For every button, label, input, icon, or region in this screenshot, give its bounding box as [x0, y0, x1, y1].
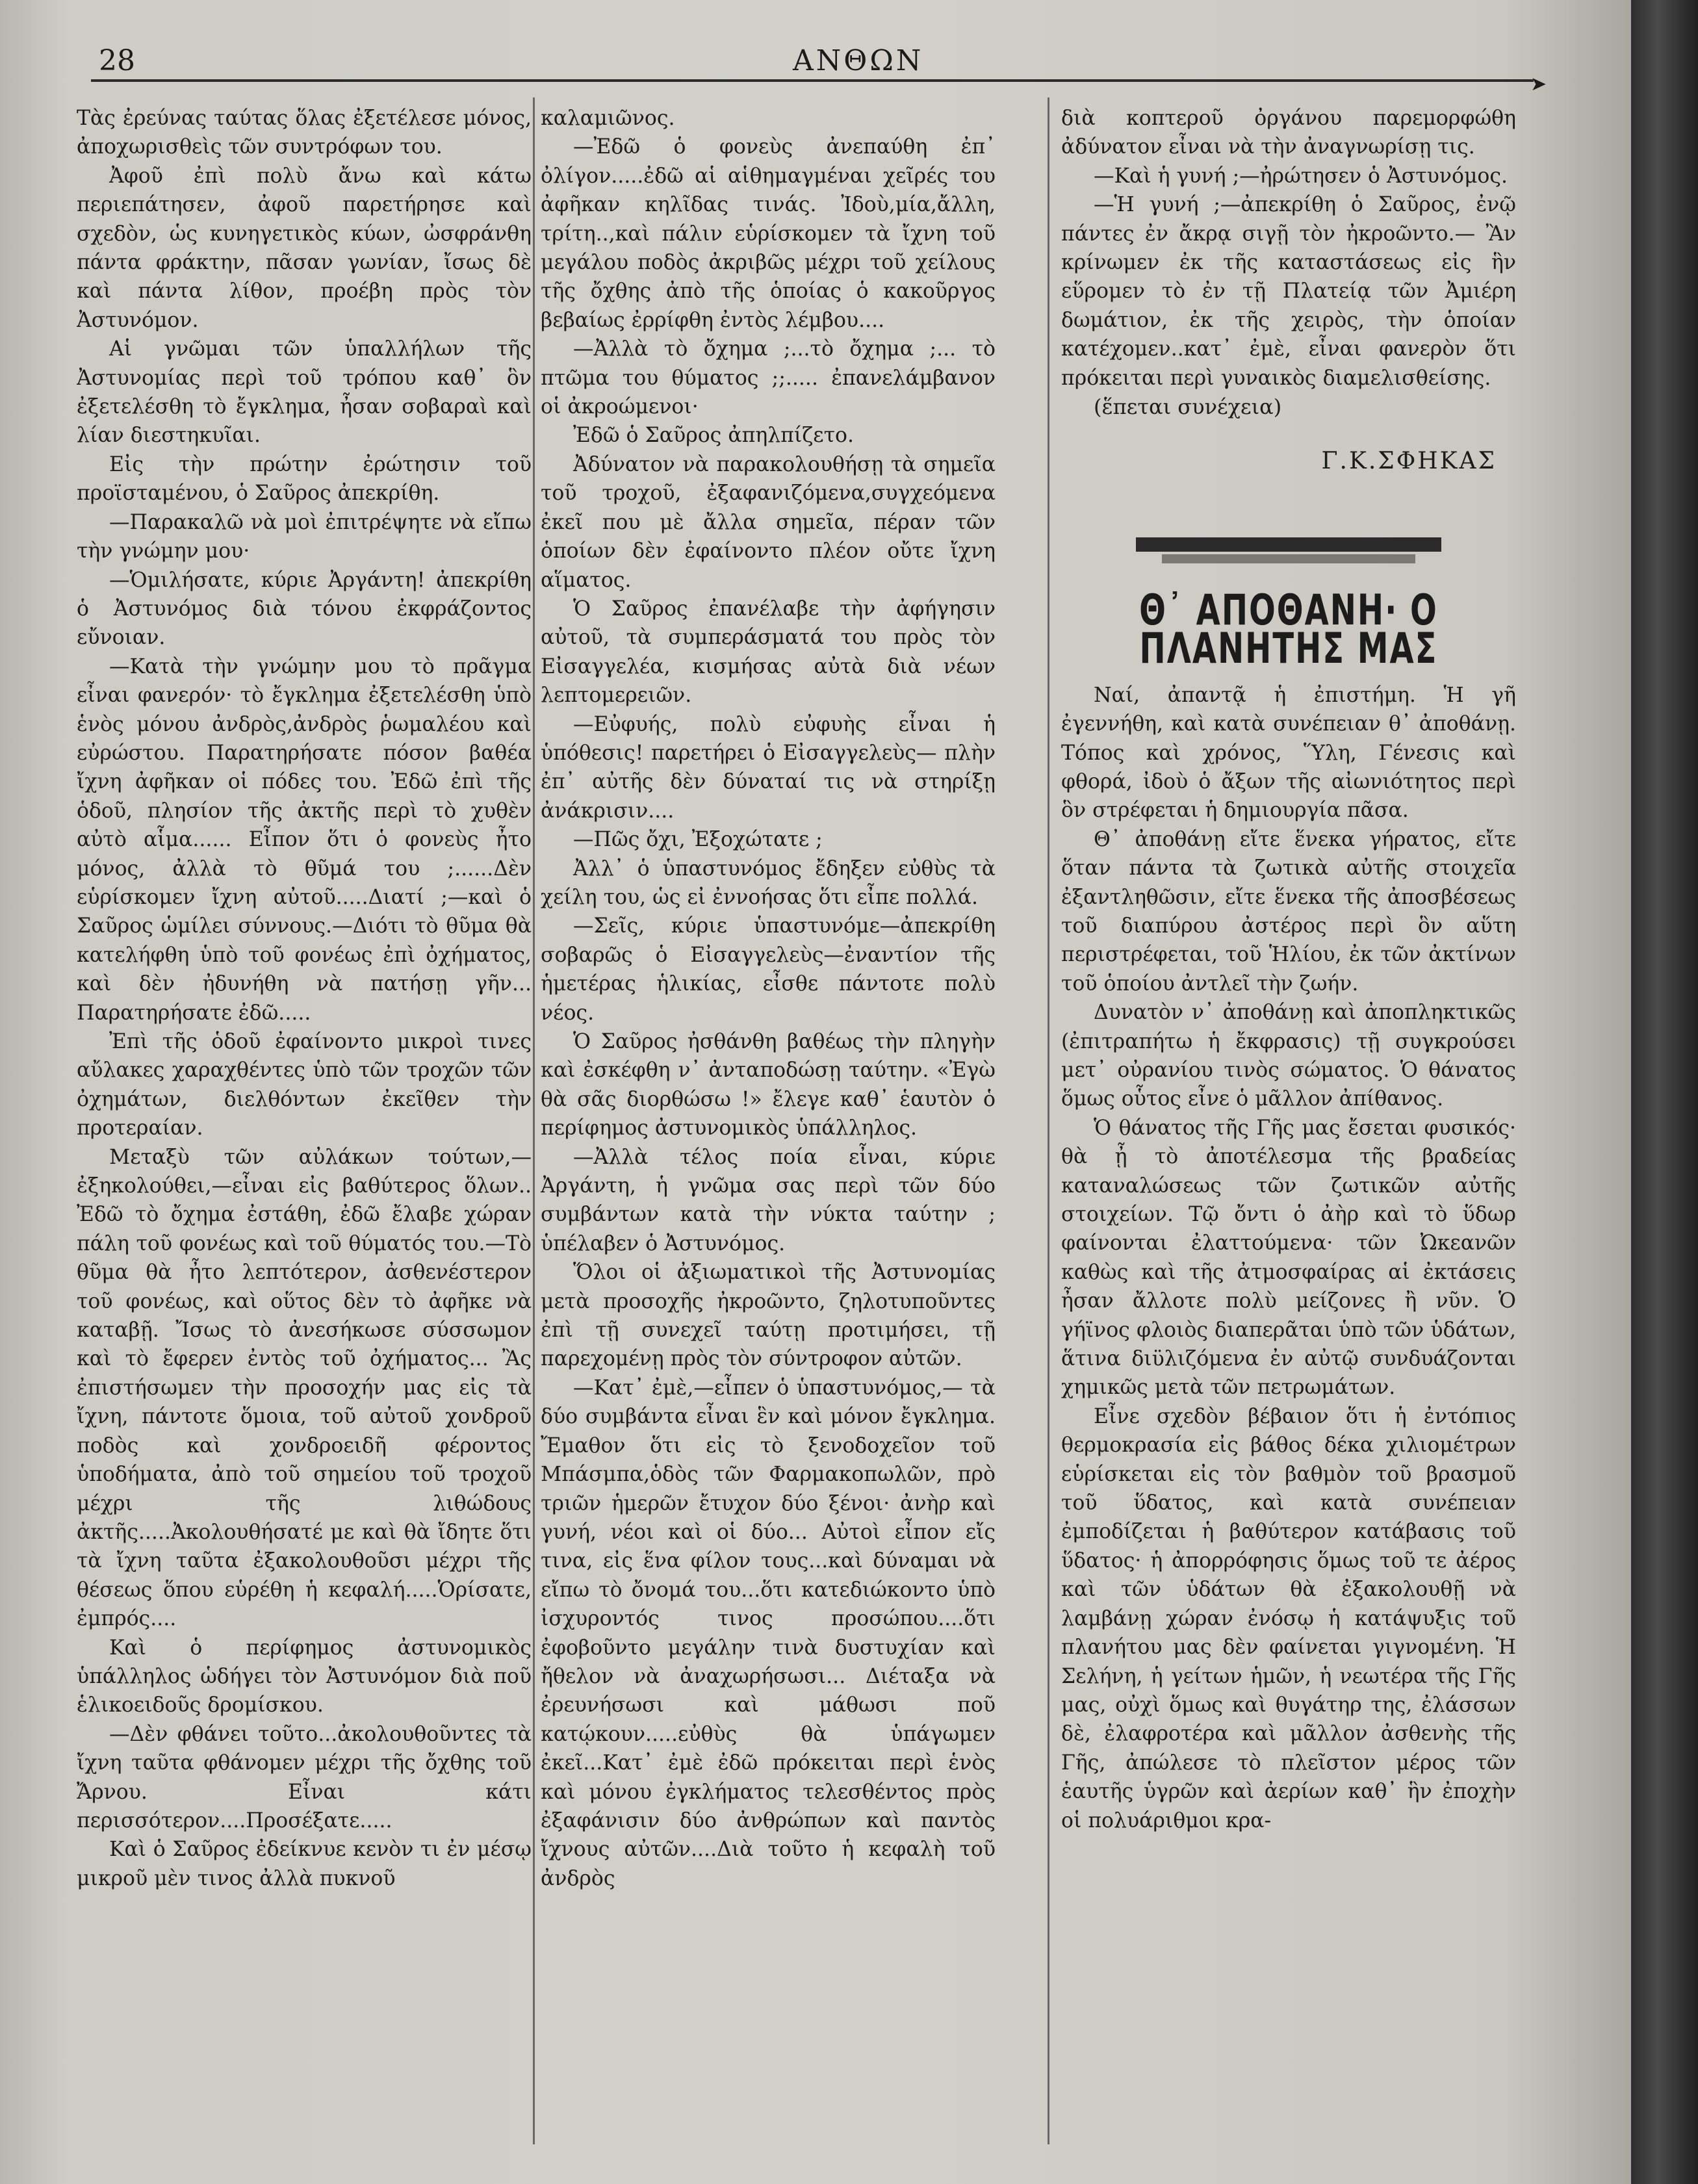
paragraph: Ναί, ἀπαντᾷ ἡ ἐπιστήμη. Ἡ γῆ ἐγεννήθη, καὶ κατὰ συνέπειαν θ᾽ ἀποθάνῃ. Τόπος καὶ χρόνος, Ὕλη, Γένεσις καὶ φθορά, ἰδοὺ ὁ ἄξων τῆς αἰωνιότητος περὶ ὃν στρέφεται ἡ δημιουργία πᾶσα.: [1061, 683, 1516, 823]
running-title: ΑΝΘΩΝ: [793, 44, 924, 77]
paragraph: Εἶνε σχεδὸν βέβαιον ὅτι ἡ ἐντόπιος θερμοκρασία εἰς βάθος δέκα χιλιομέτρων εὑρίσκεται εἰς τὸν βαθμὸν τοῦ βρασμοῦ τοῦ ὕδατος, καὶ κατὰ συνέπειαν ἐμποδίζεται ἡ βαθύτερον κατάβασις τοῦ ὕδατος· ἡ ἀπορρόφησις ὅμως τοῦ τε ἀέρος καὶ τῶν ὑδάτων θὰ ἐξακολουθῇ νὰ λαμβάνῃ χώραν ἐνόσῳ ἡ κατάψυξις τοῦ πλανήτου μας δὲν φαίνεται γιγνομένη. Ἡ Σελήνη, ἡ γείτων ἡμῶν, ἡ νεωτέρα τῆς Γῆς μας, οὐχὶ ὅμως καὶ θυγάτηρ της, ἐλάσσων δὲ, ἐλαφροτέρα καὶ μᾶλλον ἀσθενὴς τῆς Γῆς, ἀπώλεσε τὸ πλεῖστον μέρος τῶν ἑαυτῆς ὑγρῶν καὶ ἀερίων καθ᾽ ἣν ἐποχὴν οἱ πολυάριθμοι κρα-: [1061, 1404, 1516, 1832]
paragraph: Ἐδῶ ὁ Σαῦρος ἀπηλπίζετο.: [573, 424, 855, 448]
paragraph: —Κατ᾽ ἐμὲ,—εἶπεν ὁ ὑπαστυνόμος,— τὰ δύο συμβάντα εἶναι ἓν καὶ μόνον ἔγκλημα. Ἔμαθον ὅτι εἰς τὸ ξενοδοχεῖον τοῦ Μπάσμπα,ὁδὸς τῶν Φαρμακοπωλῶν, πρὸ τριῶν ἡμερῶν ἔτυχον δύο ξένοι· ἀνὴρ καὶ γυνή, νέοι καὶ οἱ δύο... Αὐτοὶ εἶπον εἴς τινα, εἰς ἕνα φίλον τους...καὶ δύναμαι νὰ εἴπω τὸ ὄνομά του...ὅτι κατεδιώκοντο ὑπὸ ἰσχυροντός τινος προσώπου....ὅτι ἐφοβοῦντο μεγάλην τινὰ δυστυχίαν καὶ ἤθελον νὰ ἀναχωρήσωσι... Διέταξα νὰ ἐρευνήσωσι καὶ μάθωσι ποῦ κατῴκουν.....εὐθὺς θὰ ὑπάγωμεν ἐκεῖ...Κατ᾽ ἐμὲ ἐδῶ πρόκειται περὶ ἑνὸς καὶ μόνου ἐγκλήματος τελεσθέντος πρὸς ἐξαφάνισιν δύο ἀνθρώπων καὶ παντὸς ἴχνους αὐτῶν....Διὰ τοῦτο ἡ κεφαλὴ τοῦ ἀνδρὸς: [541, 1376, 996, 1890]
paragraph: διὰ κοπτεροῦ ὀργάνου παρεμορφώθη ἀδύνατον εἶναι νὰ τὴν ἀναγνωρίσῃ τις.: [1061, 107, 1516, 159]
paragraph: —Ἀλλὰ τέλος ποία εἶναι, κύριε Ἀργάντη, ἡ γνῶμα σας περὶ τῶν δύο συμβάντων κατὰ τὴν νύκτα ταύτην ; ὑπέλαβεν ὁ Ἀστυνόμος.: [541, 1145, 996, 1255]
header-rule: [91, 79, 1534, 82]
paragraph: —Ἀλλὰ τὸ ὄχημα ;...τὸ ὄχημα ;... τὸ πτῶμα του θύματος ;;..... ἐπανελάμβανον οἱ ἀκροώμενοι·: [541, 337, 996, 419]
paragraph: Ἀλλ᾽ ὁ ὑπαστυνόμος ἔδηξεν εὐθὺς τὰ χείλη του, ὡς εἰ ἐννοήσας ὅτι εἶπε πολλά.: [541, 856, 996, 909]
paragraph: Τὰς ἐρεύνας ταύτας ὅλας ἐξετέλεσε μόνος, ἀποχωρισθεὶς τῶν συντρόφων του.: [77, 107, 532, 159]
page-number: 28: [99, 44, 135, 77]
paragraph: Μεταξὺ τῶν αὐλάκων τούτων,—ἐξηκολούθει,—εἶναι εἰς βαθύτερος ὅλων.. Ἐδῶ τὸ ὄχημα ἐστάθη, ἐδῶ ἔλαβε χώραν πάλη τοῦ φονέως καὶ τοῦ θύματός του.—Τὸ θῦμα θὰ ἦτο λεπτότερον, ἀσθενέστερον τοῦ φονέως, καὶ οὕτος δὲν τὸ ἀφῆκε νὰ καταβῇ. Ἴσως τὸ ἀνεσήκωσε σύσσωμον καὶ τὸ ἔφερεν ἐντὸς τοῦ ὀχήματος... Ἂς ἐπιστήσωμεν τὴν προσοχήν μας εἰς τὰ ἴχνη, πάντοτε ὅμοια, τοῦ αὐτοῦ χονδροῦ ποδὸς καὶ χονδροειδῆ φέροντος ὑποδήματα, ἀπὸ τοῦ σημείου τοῦ τροχοῦ μέχρι τῆς λιθώδους ἀκτῆς.....Ἀκολουθήσατέ με καὶ θὰ ἴδητε ὅτι τὰ ἴχνη ταῦτα ἐξακολουθοῦσι μέχρι τῆς θέσεως ὅπου εὑρέθη ἡ κεφαλή.....Ὁρίσατε, ἐμπρός....: [77, 1145, 532, 1631]
paragraph: —Κατὰ τὴν γνώμην μου τὸ πρᾶγμα εἶναι φανερόν· τὸ ἔγκλημα ἐξετελέσθη ὑπὸ ἑνὸς μόνου ἀνδρὸς,ἀνδρὸς ῥωμαλέου καὶ εὐρώστου. Παρατηρήσατε πόσον βαθέα ἴχνη ἀφῆκαν οἱ πόδες του. Ἐδῶ ἐπὶ τῆς ὁδοῦ, πλησίον τῆς ἀκτῆς περὶ τὸ χυθὲν αὐτὸ αἷμα...... Εἶπον ὅτι ὁ φονεὺς ἦτο μόνος, ἀλλὰ τὸ θῦμά του ;......Δὲν εὑρίσκομεν ἴχνη αὐτοῦ.....Διατί ;—καὶ ὁ Σαῦρος ὡμίλει σύννους.—Διότι τὸ θῦμα θὰ κατελήφθη ὑπὸ τοῦ φονέως ἐπὶ ὀχήματος, καὶ δὲν ἠδυνήθη νὰ πατήσῃ γῆν... Παρατηρήσατε ἐδῶ.....: [77, 654, 532, 1025]
text-column-3: [1061, 104, 1516, 2151]
paragraph: Ἐπὶ τῆς ὁδοῦ ἐφαίνοντο μικροὶ τινες αὔλακες χαραχθέντες ὑπὸ τῶν τροχῶν τῶν ὀχημάτων, διελθόντων ἐκεῖθεν τὴν προτεραίαν.: [77, 1030, 532, 1140]
paragraph: —Δὲν φθάνει τοῦτο...ἀκολουθοῦντες τὰ ἴχνη ταῦτα φθάνομεν μέχρι τῆς ὄχθης τοῦ Ἄρνου. Εἶναι κάτι περισσότερον....Προσέξατε.....: [77, 1722, 532, 1832]
paragraph: —Καὶ ἡ γυνή ;—ἠρώτησεν ὁ Ἀστυνόμος.: [1094, 164, 1508, 188]
ornament-bar: [1136, 537, 1441, 552]
paragraph: Καὶ ὁ Σαῦρος ἐδείκνυε κενὸν τι ἐν μέσῳ μικροῦ μὲν τινος ἀλλὰ πυκνοῦ: [77, 1838, 532, 1890]
column-divider: [533, 97, 535, 2144]
paragraph: —Σεῖς, κύριε ὑπαστυνόμε—ἀπεκρίθη σοβαρῶς ὁ Εἰσαγγελεὺς—ἐναντίον τῆς ἡμετέρας ἡλικίας, εἶσθε πάντοτε πολὺ νέος.: [541, 914, 996, 1025]
rule-arrow-ornament: ➤: [1530, 73, 1547, 96]
paragraph: Ὁ Σαῦρος ἠσθάνθη βαθέως τὴν πληγὴν καὶ ἐσκέφθη ν᾽ ἀνταποδώσῃ ταύτην. «Ἐγὼ θὰ σᾶς διορθώσω !» ἔλεγε καθ᾽ ἑαυτὸν ὁ περίφημος ἀστυνομικὸς ὑπάλληλος.: [541, 1030, 996, 1140]
paragraph: Ὅλοι οἱ ἀξιωματικοὶ τῆς Ἀστυνομίας μετὰ προσοχῆς ἠκροῶντο, ζηλοτυποῦντες ἐπὶ τῇ συνεχεῖ ταύτῃ προτιμήσει, τῇ παρεχομένῃ πρὸς τὸν σύντροφον αὐτῶν.: [541, 1261, 996, 1371]
ornament-bar: [1162, 554, 1415, 563]
paragraph: —Παρακαλῶ νὰ μοὶ ἐπιτρέψητε νὰ εἴπω τὴν γνώμην μου·: [77, 510, 532, 563]
text-column-2: [541, 104, 996, 2151]
paragraph: —Εὐφυής, πολὺ εὐφυὴς εἶναι ἡ ὑπόθεσις! παρετήρει ὁ Εἰσαγγελεὺς— πλὴν ἐπ᾽ αὐτῆς δὲν δύναταί τις νὰ στηρίξῃ ἀνάκρισιν....: [541, 712, 996, 823]
paragraph: Δυνατὸν ν᾽ ἀποθάνῃ καὶ ἀποπληκτικῶς (ἐπιτραπήτω ἡ ἔκφρασις) τῇ συγκρούσει μετ᾽ οὐρανίου τινὸς σώματος. Ὁ θάνατος ὅμως οὗτος εἶνε ὁ μᾶλλον ἀπίθανος.: [1061, 1001, 1516, 1111]
paragraph: Θ᾽ ἀποθάνῃ εἴτε ἕνεκα γήρατος, εἴτε ὅταν πάντα τὰ ζωτικὰ αὐτῆς στοιχεῖα ἐξαντληθῶσιν, εἴτε ἕνεκα τῆς ἀποσβέσεως τοῦ διαπύρου ἀστέρος περὶ ὃν αὕτη περιστρέφεται, τοῦ Ἡλίου, ἐκ τῶν ἀκτίνων τοῦ ὁποίου ἀντλεῖ τὴν ζωήν.: [1061, 827, 1516, 996]
paragraph: —Ἡ γυνή ;—ἀπεκρίθη ὁ Σαῦρος, ἐνῷ πάντες ἐν ἄκρᾳ σιγῇ τὸν ἠκροῶντο.— Ἂν κρίνωμεν ἐκ τῆς καταστάσεως εἰς ἣν εὕρομεν τὸ ἐν τῇ Πλατείᾳ τῶν Ἀμιέρη δωμάτιον, ἐκ τῆς χειρὸς, τὴν ὁποίαν κατέχομεν..κατ᾽ ἐμὲ, εἶναι φανερὸν ὅτι πρόκειται περὶ γυναικὸς διαμελισθείσης.: [1061, 193, 1516, 390]
paragraph: Ἀφοῦ ἐπὶ πολὺ ἄνω καὶ κάτω περιεπάτησεν, ἀφοῦ παρετήρησε καὶ σχεδὸν, ὡς κυνηγετικὸς κύων, ὠσφράνθη πάντα φράκτην, πᾶσαν γωνίαν, ἴσως δὲ καὶ πάντα λίθον, προέβη πρὸς τὸν Ἀστυνόμον.: [77, 164, 532, 332]
paragraph: —Πῶς ὄχι, Ἐξοχώτατε ;: [573, 828, 823, 852]
column-divider: [1048, 97, 1049, 2144]
paragraph: Ὁ Σαῦρος ἐπανέλαβε τὴν ἀφήγησιν αὐτοῦ, τὰ συμπεράσματά του πρὸς τὸν Εἰσαγγελέα, κισμήσας αὐτὰ διὰ νέων λεπτομερειῶν.: [541, 597, 996, 708]
paragraph: Ὁ θάνατος τῆς Γῆς μας ἔσεται φυσικός· θὰ ᾖ τὸ ἀποτέλεσμα τῆς βραδείας καταναλώσεως τῶν ζωτικῶν αὐτῆς στοιχείων. Τῷ ὄντι ὁ ἀὴρ καὶ τὸ ὕδωρ φαίνονται ἐλαττούμενα· τῶν Ὠκεανῶν καθὼς καὶ τῆς ἀτμοσφαίρας αἱ ἐκτάσεις ἦσαν ἄλλοτε πολὺ μείζονες ἢ νῦν. Ὁ γήϊνος φλοιὸς διαπερᾶται ὑπὸ τῶν ὑδάτων, ἅτινα διϋλιζόμενα ἐν αὐτῷ συνδυάζονται χημικῶς μετὰ τῶν πετρωμάτων.: [1061, 1116, 1516, 1400]
page-header: [91, 39, 1547, 96]
paragraph: Αἱ γνῶμαι τῶν ὑπαλλήλων τῆς Ἀστυνομίας περὶ τοῦ τρόπου καθ᾽ ὃν ἐξετελέσθη τὸ ἔγκλημα, ἦσαν σοβαραὶ καὶ λίαν διεστηκυῖαι.: [77, 337, 532, 448]
paragraph: Ἀδύνατον νὰ παρακολουθήσῃ τὰ σημεῖα τοῦ τροχοῦ, ἐξαφανιζόμενα,συγχεόμενα ἐκεῖ που μὲ ἄλλα σημεῖα, πέραν τῶν ὁποίων δὲν ἐφαίνοντο πλέον οὔτε ἴχνη αἵματος.: [541, 452, 996, 592]
paragraph: Εἰς τὴν πρώτην ἐρώτησιν τοῦ προϊσταμένου, ὁ Σαῦρος ἀπεκρίθη.: [77, 452, 532, 506]
article-title: Θ᾽ ΑΠΟΘΑΝΗ· Ο ΠΛΑΝΗΤΗΣ ΜΑΣ: [1139, 585, 1438, 674]
text-column-1: [77, 104, 532, 2151]
continued-note: (ἕπεται συνέχεια): [1094, 394, 1282, 420]
paragraph: καλαμιῶνος.: [541, 107, 675, 130]
paragraph: —Ἐδῶ ὁ φονεὺς ἀνεπαύθη ἐπ᾽ ὀλίγον.....ἐδῶ αἱ αἱθημαγμέναι χεῖρές του ἀφῆκαν κηλῖδας τινάς. Ἰδοὺ,μία,ἄλλη, τρίτη..,καὶ πάλιν εὑρίσκομεν τὰ ἴχνη τοῦ μεγάλου ποδὸς ἀκριβῶς μέχρι τοῦ χείλους τῆς ὄχθης ἀπὸ τῆς ὁποίας ὁ κακοῦργος βεβαίως ἐρρίφθη ἐντὸς λέμβου....: [541, 135, 996, 332]
paragraph: Καὶ ὁ περίφημος ἀστυνομικὸς ὑπάλληλος ὡδήγει τὸν Ἀστυνόμον διὰ ποῦ ἑλικοειδοῦς δρομίσκου.: [77, 1636, 532, 1717]
section-ornament-banner: [1136, 528, 1441, 574]
scan-dark-edge: [1631, 0, 1698, 2184]
author-signature: Γ.Κ.ΣΦΗΚΑΣ: [1321, 448, 1497, 475]
paragraph: —Ὁμιλήσατε, κύριε Ἀργάντη! ἀπεκρίθη ὁ Ἀστυνόμος διὰ τόνου ἐκφράζοντος εὔνοιαν.: [77, 568, 532, 650]
